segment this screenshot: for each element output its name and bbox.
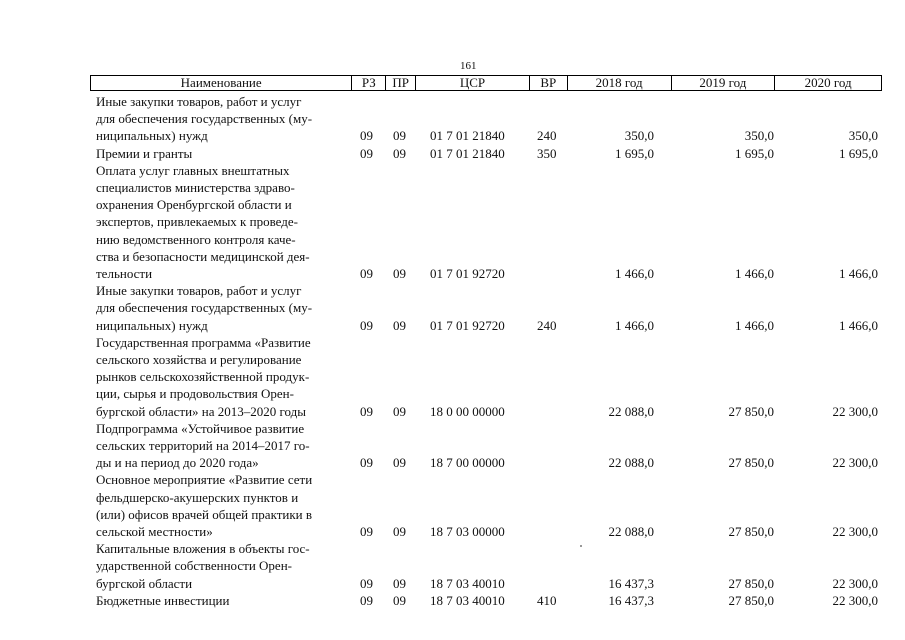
row-2018: 1 466,0 — [615, 317, 654, 333]
row-name-line: ниципальных) нужд — [96, 128, 208, 144]
row-name-line: охранения Оренбургской области и — [96, 197, 292, 213]
column-header-2018: 2018 год — [568, 76, 672, 90]
row-2018: 22 088,0 — [608, 524, 654, 540]
row-2020: 1 466,0 — [839, 266, 878, 282]
row-2018: 22 088,0 — [608, 403, 654, 419]
table-row — [90, 145, 882, 162]
row-csr: 18 7 00 00000 — [430, 455, 505, 471]
table-row — [90, 420, 882, 472]
row-2018: 1 695,0 — [615, 145, 654, 161]
row-2020: 22 300,0 — [832, 575, 878, 591]
row-vr: 350 — [537, 145, 557, 161]
row-name-line: Государственная программа «Развитие — [96, 334, 311, 350]
row-name — [90, 93, 351, 145]
row-name-line: Оплата услуг главных внештатных — [96, 162, 290, 178]
row-2018: 16 437,3 — [608, 592, 654, 608]
row-name-line: ства и безопасности медицинской дея- — [96, 248, 310, 264]
row-rz: 09 — [360, 575, 373, 591]
row-name — [90, 592, 351, 609]
row-pr: 09 — [393, 266, 406, 282]
column-header-pr: ПР — [386, 76, 416, 90]
row-name — [90, 420, 351, 472]
row-rz: 09 — [360, 455, 373, 471]
row-name-line: для обеспечения государственных (му- — [96, 111, 313, 127]
row-pr: 09 — [393, 128, 406, 144]
row-2019: 27 850,0 — [728, 524, 774, 540]
row-2020: 22 300,0 — [832, 524, 878, 540]
row-name-line: бургской области» на 2013–2020 годы — [96, 403, 306, 419]
row-name-line: ции, сырья и продовольствия Орен- — [96, 386, 294, 402]
row-2020: 350,0 — [848, 128, 878, 144]
row-rz: 09 — [360, 266, 373, 282]
row-name-line: нию ведомственного контроля каче- — [96, 231, 296, 247]
row-vr: 240 — [537, 317, 557, 333]
row-vr: 410 — [537, 592, 557, 608]
row-name-line: Премии и гранты — [96, 145, 193, 161]
row-2019: 27 850,0 — [728, 403, 774, 419]
column-header-2019: 2019 год — [672, 76, 776, 90]
row-name-line: сельского хозяйства и регулирование — [96, 352, 302, 368]
row-name-line: Основное мероприятие «Развитие сети — [96, 472, 313, 488]
row-name-line: сельских территорий на 2014–2017 го- — [96, 438, 310, 454]
row-csr: 01 7 01 21840 — [430, 145, 505, 161]
row-csr: 01 7 01 92720 — [430, 317, 505, 333]
row-csr: 01 7 01 92720 — [430, 266, 505, 282]
row-name-line: для обеспечения государственных (му- — [96, 300, 313, 316]
row-rz: 09 — [360, 145, 373, 161]
row-2018: 22 088,0 — [608, 455, 654, 471]
table-row — [90, 93, 882, 145]
row-2018: 350,0 — [624, 128, 654, 144]
row-rz: 09 — [360, 524, 373, 540]
row-name-line: Иные закупки товаров, работ и услуг — [96, 94, 302, 109]
table-row — [90, 334, 882, 420]
row-rz: 09 — [360, 403, 373, 419]
row-name-line: Иные закупки товаров, работ и услуг — [96, 283, 302, 299]
row-2019: 27 850,0 — [728, 575, 774, 591]
row-pr: 09 — [393, 455, 406, 471]
row-name — [90, 145, 351, 162]
row-vr: 240 — [537, 128, 557, 144]
row-name-line: Бюджетные инвестиции — [96, 592, 230, 608]
column-header-vr: ВР — [530, 76, 568, 90]
row-rz: 09 — [360, 592, 373, 608]
table-body — [90, 93, 882, 609]
table-row — [90, 282, 882, 334]
row-name — [90, 471, 351, 540]
row-pr: 09 — [393, 592, 406, 608]
row-csr: 01 7 01 21840 — [430, 128, 505, 144]
row-2019: 350,0 — [744, 128, 774, 144]
column-header-rz: РЗ — [352, 76, 386, 90]
row-name-line: ды и на период до 2020 года» — [96, 455, 259, 471]
row-pr: 09 — [393, 524, 406, 540]
row-name-line: бургской области — [96, 575, 193, 591]
row-name-line: сельской местности» — [96, 524, 213, 540]
table-header — [90, 75, 882, 91]
row-csr: 18 7 03 00000 — [430, 524, 505, 540]
row-rz: 09 — [360, 317, 373, 333]
row-csr: 18 0 00 00000 — [430, 403, 505, 419]
row-2019: 1 466,0 — [735, 266, 774, 282]
scan-speck — [580, 545, 582, 547]
row-rz: 09 — [360, 128, 373, 144]
row-name-line: Подпрограмма «Устойчивое развитие — [96, 420, 305, 436]
page-number: 161 — [460, 60, 477, 72]
row-name-line: ударственной собственности Орен- — [96, 558, 292, 574]
row-2020: 22 300,0 — [832, 592, 878, 608]
row-2020: 1 695,0 — [839, 145, 878, 161]
row-2019: 27 850,0 — [728, 592, 774, 608]
table-row — [90, 540, 882, 592]
row-name-line: специалистов министерства здраво- — [96, 180, 295, 196]
row-pr: 09 — [393, 317, 406, 333]
row-name-line: фельдшерско-акушерских пунктов и — [96, 489, 299, 505]
row-name — [90, 334, 351, 420]
column-header-csr: ЦСР — [416, 76, 530, 90]
row-2019: 27 850,0 — [728, 455, 774, 471]
column-header-name: Наименование — [91, 76, 352, 90]
row-name — [90, 282, 351, 334]
table-row — [90, 471, 882, 540]
row-2018: 1 466,0 — [615, 266, 654, 282]
row-name-line: тельности — [96, 266, 153, 282]
row-name — [90, 540, 351, 592]
row-name-line: ниципальных) нужд — [96, 317, 208, 333]
row-name-line: Капитальные вложения в объекты гос- — [96, 541, 310, 557]
table-row — [90, 162, 882, 282]
row-csr: 18 7 03 40010 — [430, 592, 505, 608]
row-name-line: экспертов, привлекаемых к проведе- — [96, 214, 298, 230]
row-2018: 16 437,3 — [608, 575, 654, 591]
row-pr: 09 — [393, 575, 406, 591]
row-name-line: (или) офисов врачей общей практики в — [96, 506, 313, 522]
row-2019: 1 466,0 — [735, 317, 774, 333]
row-name-line: рынков сельскохозяйственной продук- — [96, 369, 310, 385]
column-header-2020: 2020 год — [804, 75, 852, 90]
row-name — [90, 162, 351, 282]
row-2020: 1 466,0 — [839, 317, 878, 333]
row-pr: 09 — [393, 403, 406, 419]
table-row — [90, 592, 882, 609]
row-pr: 09 — [393, 145, 406, 161]
row-csr: 18 7 03 40010 — [430, 575, 505, 591]
row-2019: 1 695,0 — [735, 145, 774, 161]
row-2020: 22 300,0 — [832, 403, 878, 419]
row-2020: 22 300,0 — [832, 455, 878, 471]
